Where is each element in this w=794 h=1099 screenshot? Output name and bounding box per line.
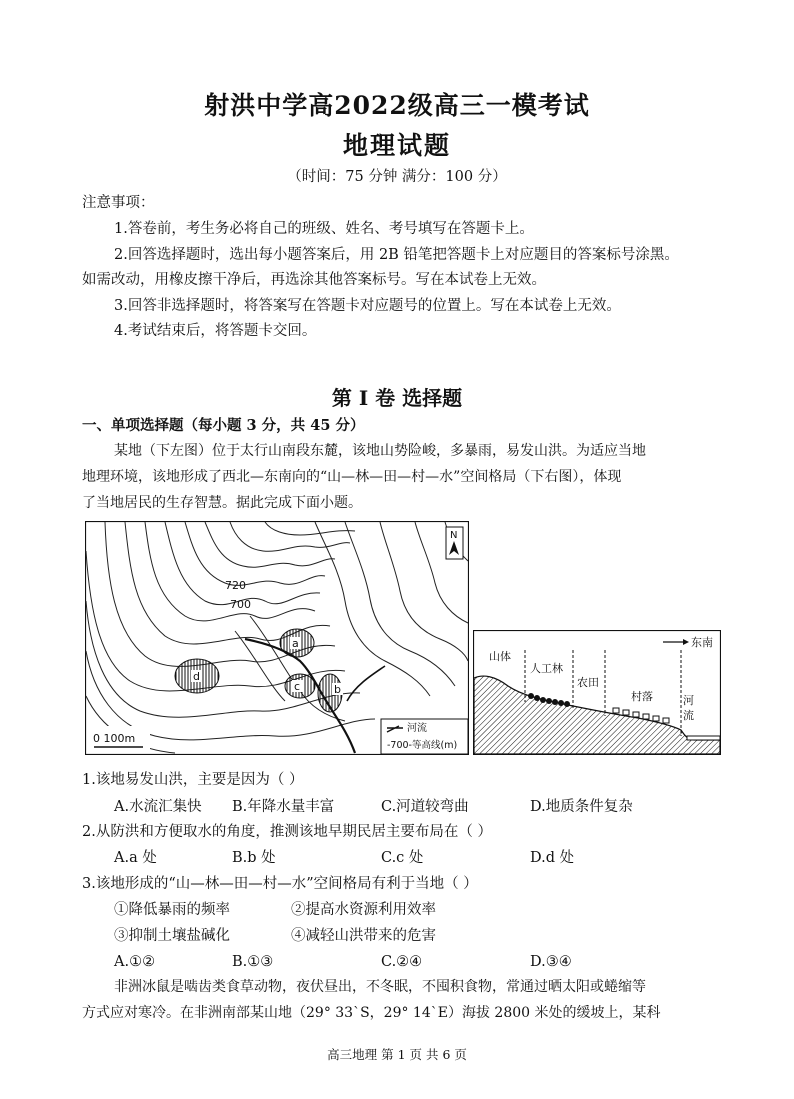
question-2-option-d: D.d 处	[530, 850, 575, 866]
area-label-a: a	[292, 637, 299, 650]
question-3-statement-2: ②提高水资源利用效率	[291, 902, 436, 918]
profile-label-mountain: 山体	[489, 650, 511, 663]
north-arrow	[446, 527, 463, 559]
question-2-option-c: C.c 处	[381, 850, 424, 866]
profile-figure	[473, 630, 721, 755]
notice-heading: 注意事项：	[82, 195, 155, 211]
map-legend	[381, 719, 468, 754]
section-title: 第 I 卷 选择题	[331, 386, 463, 410]
question-2-option-b: B.b 处	[232, 850, 276, 866]
notice-item-4: 4.考试结束后，将答题卡交回。	[114, 323, 317, 339]
contour-map-figure	[85, 521, 469, 755]
passage1-line-1: 某地（下左图）位于太行山南段东麓，该地山势险峻，多暴雨，易发山洪。为适应当地	[114, 443, 646, 459]
notice-item-2: 2.回答选择题时，选出每小题答案后，用 2B 铅笔把答题卡上对应题目的答案标号涂黑。	[114, 247, 679, 263]
part-heading: 一、单项选择题（每小题 3 分，共 45 分）	[82, 417, 365, 434]
contour-label-700: 700	[230, 598, 251, 611]
question-3-statement-3: ③抑制土壤盐碱化	[114, 928, 230, 944]
scale-label: 0 100m	[93, 732, 136, 745]
profile-label-river-1: 河	[683, 694, 694, 707]
question-3-option-d: D.③④	[530, 954, 572, 970]
question-2-stem: 2.从防洪和方便取水的角度，推测该地早期民居主要布局在（ ）	[82, 824, 492, 840]
question-3-statement-1: ①降低暴雨的频率	[114, 902, 230, 918]
area-label-c: c	[294, 680, 301, 693]
passage2-line-1: 非洲冰鼠是啮齿类食草动物，夜伏昼出，不冬眠，不囤积食物，常通过晒太阳或蜷缩等	[114, 979, 646, 995]
question-1-option-c: C.河道较弯曲	[381, 799, 469, 815]
page-footer: 高三地理 第 1 页 共 6 页	[327, 1047, 467, 1062]
profile-label-forest: 人工林	[530, 662, 563, 675]
notice-item-1: 1.答卷前，考生务必将自己的班级、姓名、考号填写在答题卡上。	[114, 221, 534, 237]
subject-title: 地理试题	[342, 131, 451, 160]
question-1-option-b: B.年降水量丰富	[232, 799, 335, 815]
legend-contour: -700-等高线(m)	[387, 740, 458, 751]
question-3-option-a: A.①②	[114, 954, 156, 970]
question-1-stem: 1.该地易发山洪，主要是因为（ ）	[82, 772, 304, 788]
question-3-statement-4: ④减轻山洪带来的危害	[291, 928, 436, 944]
question-2-option-a: A.a 处	[114, 850, 157, 866]
profile-label-river-2: 流	[683, 709, 694, 722]
river-water	[687, 736, 720, 740]
passage1-line-2: 地理环境，该地形成了西北—东南向的“山—林—田—村—水”空间格局（下右图），体现	[82, 469, 622, 485]
contour-label-720: 720	[225, 579, 246, 592]
profile-label-farmland: 农田	[577, 676, 599, 689]
question-1-option-d: D.地质条件复杂	[530, 799, 633, 815]
time-score-info: （时间：75 分钟 满分：100 分）	[287, 169, 507, 185]
question-3-stem: 3.该地形成的“山—林—田—村—水”空间格局有利于当地（ ）	[82, 876, 478, 892]
exam-title: 射洪中学高2022级高三一模考试	[204, 91, 590, 120]
question-3-option-b: B.①③	[232, 954, 274, 970]
notice-item-3: 3.回答非选择题时，将答案写在答题卡对应题号的位置上。写在本试卷上无效。	[114, 298, 621, 314]
notice-item-2-cont: 如需改动，用橡皮擦干净后，再选涂其他答案标号。写在本试卷上无效。	[82, 272, 546, 288]
question-1-option-a: A.水流汇集快	[114, 799, 202, 815]
direction-label: 东南	[691, 636, 713, 649]
area-label-b: b	[334, 683, 341, 696]
profile-label-village: 村落	[631, 690, 653, 703]
legend-river: 河流	[407, 723, 427, 734]
area-label-d: d	[193, 670, 200, 683]
question-3-option-c: C.②④	[381, 954, 423, 970]
north-label: N	[450, 530, 458, 541]
passage2-line-2: 方式应对寒冷。在非洲南部某山地（29° 33`S，29° 14`E）海拔 2800 米处的缓坡上，某科	[82, 1005, 661, 1021]
scale-bar	[88, 726, 150, 752]
passage1-line-3: 了当地居民的生存智慧。据此完成下面小题。	[82, 495, 362, 511]
